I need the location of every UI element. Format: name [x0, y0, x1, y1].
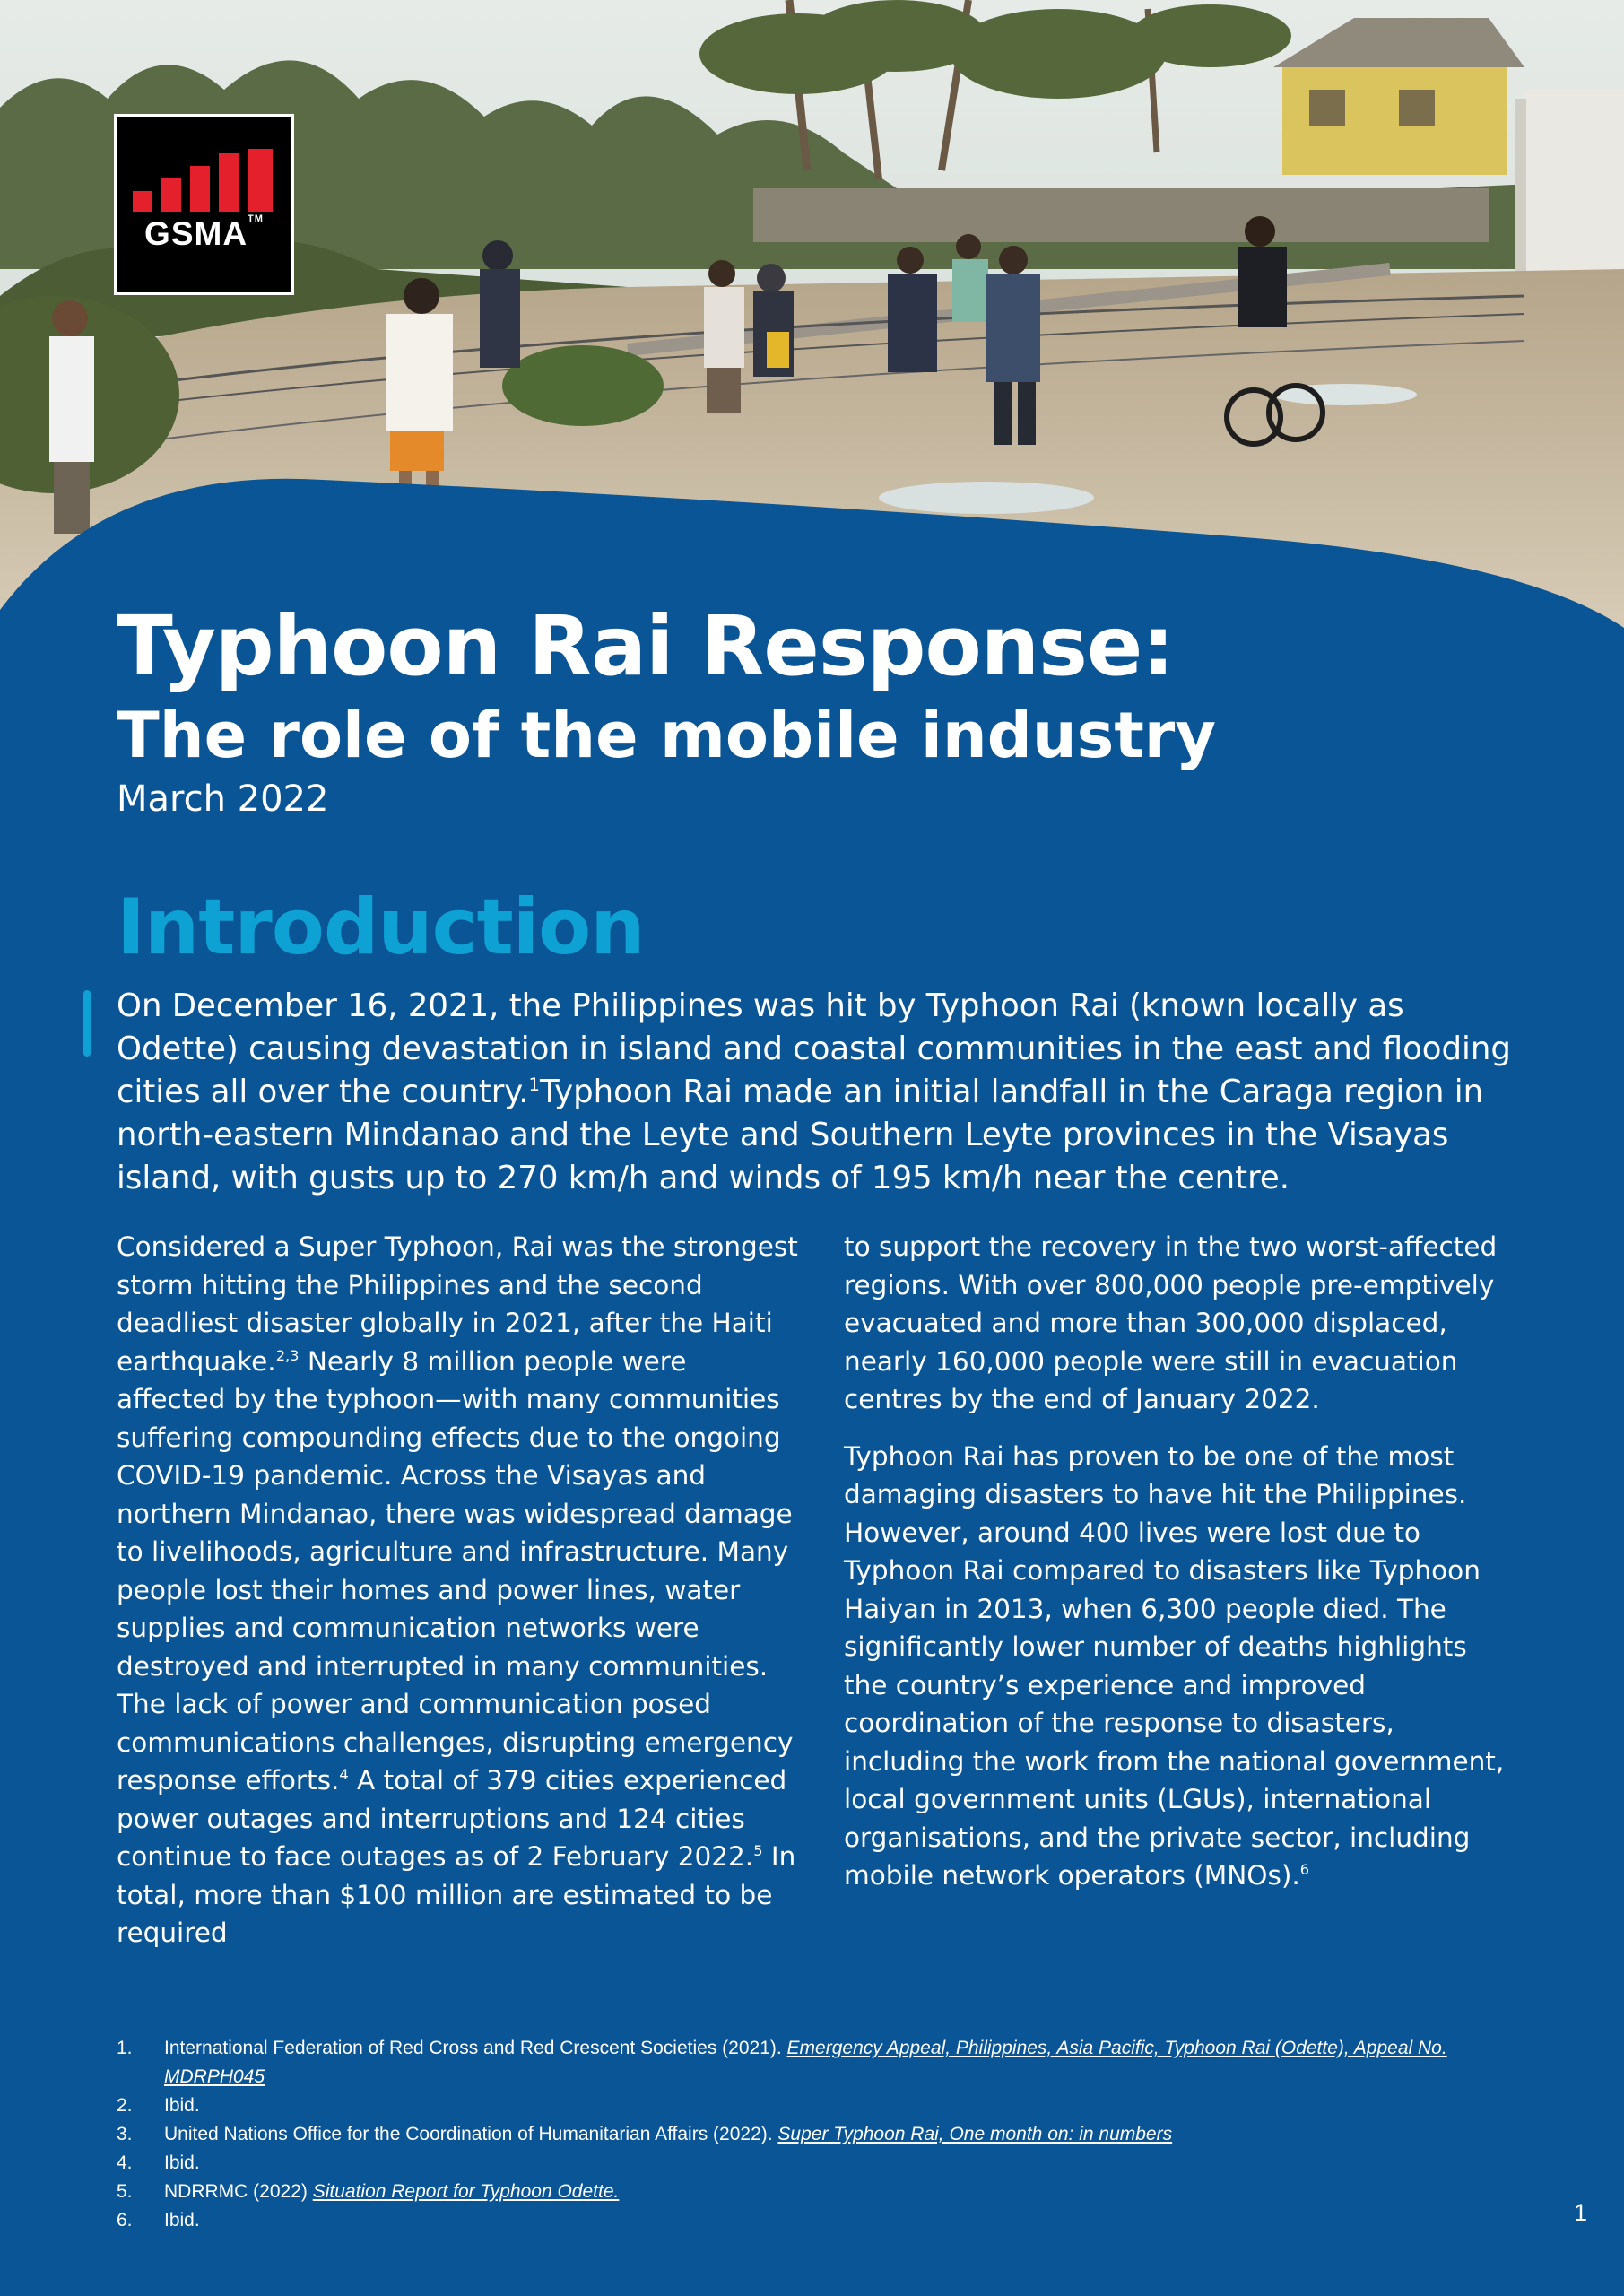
- lead-accent-bar: [83, 990, 91, 1057]
- page-number: 1: [1573, 2199, 1587, 2226]
- section-heading: Introduction: [117, 883, 645, 972]
- hero-photo: [0, 0, 1624, 646]
- gsma-wordmark: GSMA™: [144, 213, 264, 252]
- footnotes: [117, 2034, 1515, 2235]
- gsma-logo: [117, 117, 291, 292]
- footnote-link[interactable]: Super Typhoon Rai, One month on: in numbers: [777, 2124, 1173, 2144]
- footnote-ref: 2,3: [275, 1346, 300, 1364]
- footnote: 5. NDRRMC (2022) Situation Report for Typhoon Odette.: [117, 2181, 620, 2202]
- footnote: 3. United Nations Office for the Coordination of Humanitarian Affairs (2022). Super Typhoon Rai, One month on: in numbers: [117, 2124, 1173, 2144]
- body-paragraph: Considered a Super Typhoon, Rai was the strongest storm hitting the Philippines and the second deadliest disaster globally in 2021, after the Haiti earthquake.$^{2,3}$ Nearly 8 million people were affected by the typhoon—with many communities suffering compounding effects due to the ongoing COVID-19 pandemic. Across the Visayas and northern Mindanao, there was widespread damage to livelihoods, agriculture and infrastructure. Many people lost their homes and power lines, water supplies and communication networks were destroyed and interrupted in many communities. The lack of power and communication posed communications challenges, disrupting emergency response efforts.$^4$ A total of 379 cities experienced power outages and interruptions and 124 cities continue to face outages as of 2 February 2022.$^5$ In total, more than $100 million are estimated to be required: [117, 1231, 798, 1948]
- lead-paragraph: On December 16, 2021, the Philippines was hit by Typhoon Rai (known locally as Odette) causing devastation in island and coastal communities in the east and flooding cities all over the country.$^1$Typhoon Rai made an initial landfall in the Caraga region in north-eastern Mindanao and the Leyte and Southern Leyte provinces in the Visayas island, with gusts up to 270 km/h and winds of 195 km/h near the centre.: [117, 987, 1511, 1196]
- footnote-ref: 6: [1299, 1861, 1310, 1879]
- footnote: 2. Ibid.: [117, 2095, 200, 2116]
- publication-date: March 2022: [117, 778, 329, 820]
- footnote: 4. Ibid.: [117, 2152, 200, 2173]
- footnote-link[interactable]: Emergency Appeal, Philippines, Asia Pacific, Typhoon Rai (Odette), Appeal No. MDRPH045: [164, 2038, 1447, 2087]
- body-column-right: [844, 1228, 1507, 1914]
- page-title: Typhoon Rai Response:: [117, 598, 1175, 694]
- footnote-ref: 1: [528, 1074, 540, 1096]
- footnote: 6. Ibid.: [117, 2210, 200, 2231]
- body-column-left: [117, 1228, 798, 1971]
- footnote: 1. International Federation of Red Cross and Red Crescent Societies (2021). Emergency Appeal, Philippines, Asia Pacific, Typhoon Rai (Odette), Appeal No. MDRPH045: [117, 2038, 1447, 2087]
- body-paragraph: to support the recovery in the two worst-affected regions. With over 800,000 people pre-emptively evacuated and more than 300,000 displaced, nearly 160,000 people were still in evacuation centres by the end of January 2022.: [844, 1231, 1498, 1414]
- page-subtitle: The role of the mobile industry: [117, 699, 1216, 772]
- gsma-bars-icon: [133, 149, 276, 212]
- footnote-link[interactable]: Situation Report for Typhoon Odette.: [312, 2181, 620, 2202]
- footnote-ref: 4: [339, 1766, 349, 1784]
- body-paragraph: Typhoon Rai has proven to be one of the most damaging disasters to have hit the Philippines. However, around 400 lives were lost due to Typhoon Rai compared to disasters like Typhoon Haiyan in 2013, when 6,300 people died. The significantly lower number of deaths highlights the country’s experience and improved coordination of the response to disasters, including the work from the national government, local government units (LGUs), international organisations, and the private sector, including mobile network operators (MNOs).$^6$: [844, 1440, 1505, 1891]
- footnote-ref: 5: [753, 1842, 763, 1860]
